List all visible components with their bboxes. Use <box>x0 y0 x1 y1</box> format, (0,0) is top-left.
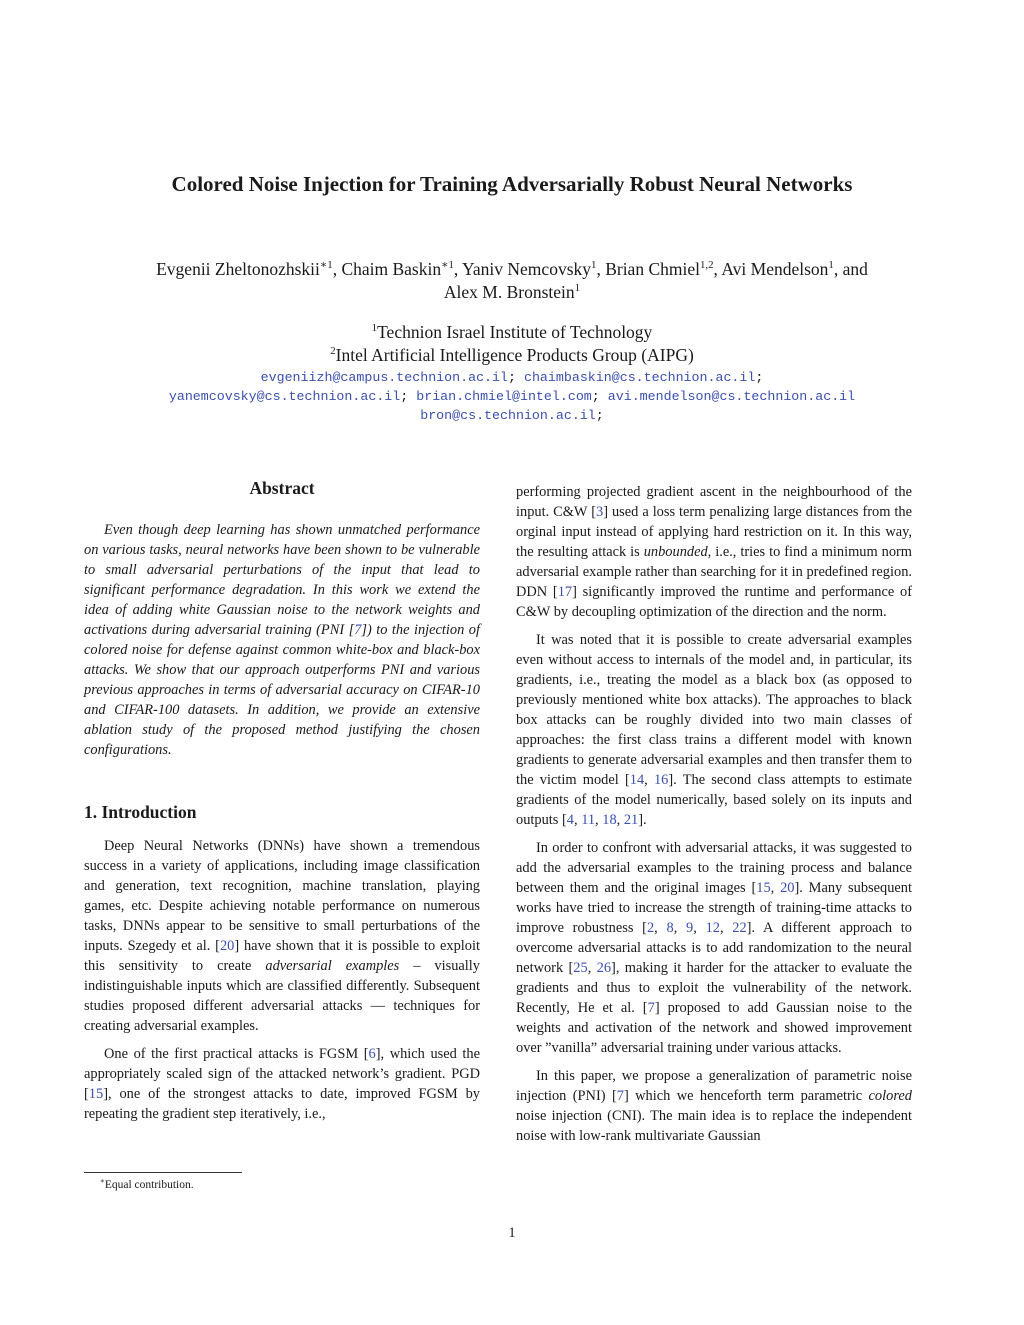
author-separator: , <box>596 259 606 279</box>
citation-link[interactable]: 25 <box>573 960 588 976</box>
email-link[interactable]: avi.mendelson@cs.technion.ac.il <box>607 389 856 404</box>
arxiv-identifier-stamp <box>28 350 68 950</box>
email-separator: ; <box>591 389 600 404</box>
affiliation <box>80 321 944 344</box>
author-affiliation-mark: 1 <box>828 259 834 272</box>
affiliation-name: Intel Artificial Intelligence Products Group (AIPG) <box>335 345 694 365</box>
author-separator: , <box>332 259 342 279</box>
citation-link[interactable]: 2 <box>646 920 655 936</box>
footnote-divider <box>84 1172 242 1173</box>
citation-link[interactable]: 21 <box>623 812 639 828</box>
footnote-mark: ∗ <box>100 1177 105 1186</box>
email-link[interactable]: bron@cs.technion.ac.il <box>420 408 596 423</box>
author-name: Evgenii Zheltonozhskii <box>156 259 320 279</box>
affiliation-mark: 2 <box>330 345 336 358</box>
author-separator: , and <box>833 259 868 279</box>
email-link[interactable]: evgeniizh@campus.technion.ac.il <box>260 370 508 385</box>
citation-link[interactable]: 20 <box>219 938 235 954</box>
citation-link[interactable]: 7 <box>616 1088 624 1104</box>
citation-link[interactable]: 16 <box>653 772 669 788</box>
affiliation-mark: 1 <box>371 322 378 335</box>
affiliation <box>80 344 944 367</box>
email-link[interactable]: chaimbaskin@cs.technion.ac.il <box>523 370 756 385</box>
abstract-text: Even though deep learning has shown unmatched performance on various tasks, neural networks have been shown to be vulnerable to small adversarial perturbations of the input that lead to significant performance degradation. In this work we extend the idea of adding white Gaussian noise to the network weights and activations during adversarial training (PNI [7]) to the injection of colored noise for defense against common white-box and black-box attacks. We show that our approach outperforms PNI and various previous approaches in terms of adversarial accuracy on CIFAR-10 and CIFAR-100 datasets. In addition, we provide an extensive ablation study of the proposed method justifying the chosen configurations. <box>84 522 480 758</box>
email-link[interactable]: yanemcovsky@cs.technion.ac.il <box>168 389 401 404</box>
email-separator: ; <box>595 408 604 423</box>
section-heading-introduction: 1. Introduction <box>84 802 197 822</box>
citation-link[interactable]: 8 <box>666 920 674 936</box>
citation-link[interactable]: 4 <box>566 812 574 828</box>
author-affiliation-mark: 1,2 <box>699 259 714 272</box>
email-link[interactable]: brian.chmiel@intel.com <box>416 389 592 404</box>
affiliation-list <box>80 321 944 367</box>
paragraph: In this paper, we propose a generalization of parametric noise injection (PNI) [7] which we henceforth term parametric colored noise injection (CNI). The main idea is to replace the independent noise with low-rank multivariate Gaussian <box>516 1068 912 1144</box>
paragraph: In order to confront with adversarial attacks, it was suggested to add the adversarial examples to the training process and balance between them and the original images [15, 20]. Many subsequent works have tried to increase the strength of training-time attacks to improve robustness [2, 8, 9, 12, 22]. A different approach to overcome adversarial attacks is to add randomization to the neural network [25, 26], making it harder for the attacker to evaluate the gradients and thus to exploit the vulnerability of the network. Recently, He et al. [7] proposed to add Gaussian noise to the weights and activation of the network and showed improvement over ”vanilla” adversarial training under various attacks. <box>516 840 913 1056</box>
emphasis: adversarial examples <box>265 958 400 974</box>
email-separator: ; <box>755 370 764 385</box>
right-column <box>516 482 912 1146</box>
citation-link[interactable]: 7 <box>354 622 362 638</box>
author-affiliation-mark: 1 <box>591 259 597 272</box>
author-separator: , <box>453 259 463 279</box>
author-name: Yaniv Nemcovsky <box>462 259 592 279</box>
emphasis: colored <box>868 1088 912 1104</box>
paragraph: It was noted that it is possible to create adversarial examples even without access to internals of the model and, in particular, its gradients, i.e., treating the model as a black box (as opposed to previously mentioned white box attacks). The approaches to black box attacks can be roughly divided into two main classes of approaches: the first class trains a different model with known gradients to generate adversarial examples and then transfer them to the victim model [14, 16]. The second class attempts to estimate gradients of the model numerically, based solely on its inputs and outputs [4, 11, 18, 21]. <box>516 632 912 828</box>
citation-link[interactable]: 15 <box>88 1086 104 1102</box>
author-name: Brian Chmiel <box>605 259 700 279</box>
email-separator: ; <box>400 389 409 404</box>
paragraph: performing projected gradient ascent in the neighbourhood of the input. C&W [3] used a loss term penalizing large distances from the orginal input instead of applying hard restriction on it. In this way, the resulting attack is unbounded, i.e., tries to find a minimum norm adversarial example rather than searching for it in predefined region. DDN [17] significantly improved the runtime and performance of C&W by decoupling optimization of the direction and the norm. <box>516 484 912 620</box>
citation-link[interactable]: 14 <box>629 772 645 788</box>
citation-link[interactable]: 18 <box>602 812 617 828</box>
footnote <box>100 1179 194 1191</box>
citation-link[interactable]: 26 <box>596 960 612 976</box>
citation-link[interactable]: 20 <box>780 880 795 896</box>
citation-link[interactable]: 22 <box>732 920 747 936</box>
author-name: Chaim Baskin <box>341 259 442 279</box>
email-list <box>60 368 964 425</box>
paper-title: Colored Noise Injection for Training Adversarially Robust Neural Networks <box>171 172 853 196</box>
abstract-heading: Abstract <box>249 478 315 498</box>
author-affiliation-mark: 1 <box>574 282 581 295</box>
paragraph: One of the first practical attacks is FGSM [6], which used the appropriately scaled sign of the attacked network’s gradient. PGD [15], one of the strongest attacks to date, improved FGSM by repeating the gradient step iteratively, i.e., <box>84 1046 481 1122</box>
affiliation-name: Technion Israel Institute of Technology <box>377 322 653 342</box>
citation-link[interactable]: 15 <box>756 880 771 896</box>
author-separator: , <box>713 259 722 279</box>
left-column <box>84 478 480 1124</box>
citation-link[interactable]: 6 <box>368 1046 376 1062</box>
author-affiliation-mark: ∗1 <box>441 259 454 272</box>
author-name: Avi Mendelson <box>721 259 829 279</box>
email-separator: ; <box>508 370 516 385</box>
footnote-text: Equal contribution. <box>104 1179 194 1191</box>
author-affiliation-mark: ∗1 <box>319 259 333 272</box>
citation-link[interactable]: 11 <box>581 812 596 828</box>
author-list <box>80 258 944 304</box>
page-number: 1 <box>508 1225 516 1241</box>
author-name: Alex M. Bronstein <box>443 282 575 302</box>
citation-link[interactable]: 3 <box>596 504 604 520</box>
citation-link[interactable]: 17 <box>557 584 573 600</box>
citation-link[interactable]: 7 <box>647 1000 655 1016</box>
citation-link[interactable]: 9 <box>686 920 694 936</box>
citation-link[interactable]: 12 <box>705 920 720 936</box>
emphasis: unbounded <box>643 544 708 560</box>
paragraph: Deep Neural Networks (DNNs) have shown a tremendous success in a variety of applications, including image classification and generation, text recognition, machine translation, playing games, etc. Despite achieving notable performance on numerous tasks, DNNs appear to be sensitive to small perturbations of the inputs. Szegedy et al. [20] have shown that it is possible to exploit this sensitivity to create adversarial examples – visually indistinguishable inputs which are classified differently. Subsequent studies proposed different adversarial attacks — techniques for creating adversarial examples. <box>84 838 480 1034</box>
